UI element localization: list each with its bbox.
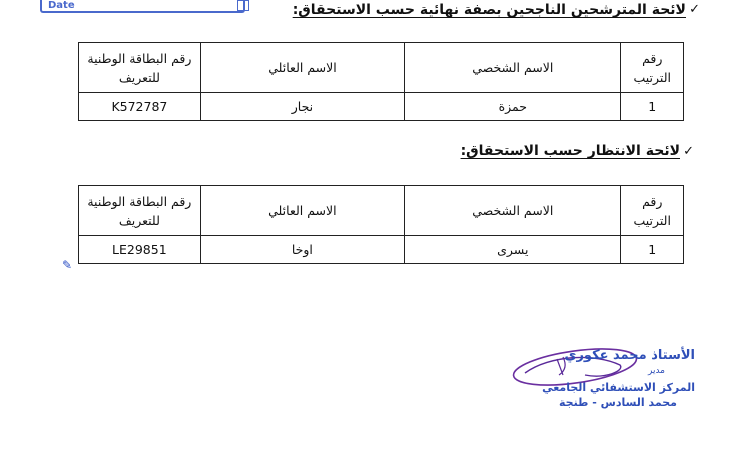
signature-stamp xyxy=(505,345,695,415)
col-id-label-1: رقم البطاقة الوطنية xyxy=(87,50,192,66)
waiting-list-table xyxy=(78,185,684,264)
pen-mark-icon: ✎ xyxy=(62,258,73,272)
date-stamp xyxy=(40,0,245,13)
checkmark-icon: ✓ xyxy=(689,2,700,17)
col-id-label-2: للتعريف xyxy=(118,212,160,228)
date-stamp-text: Date xyxy=(48,0,75,11)
table-header-row xyxy=(79,186,684,236)
col-first-name-header: الاسم الشخصي xyxy=(405,43,621,93)
col-id-label-2: للتعريف xyxy=(118,69,160,85)
col-rank-label-2: الترتيب xyxy=(633,212,671,228)
col-id-header xyxy=(79,43,201,93)
cell-rank: 1 xyxy=(621,236,684,264)
col-rank-label-1: رقم xyxy=(642,193,663,209)
institution-name: المركز الاستشفائي الجامعي xyxy=(542,381,695,394)
col-last-name-header: الاسم العائلي xyxy=(200,186,404,236)
table-row xyxy=(79,236,684,264)
cell-last-name: نجار xyxy=(200,93,404,121)
table-header-row xyxy=(79,43,684,93)
col-rank-label-2: الترتيب xyxy=(633,69,671,85)
hospital-name: محمد السادس - طنجة xyxy=(558,396,677,409)
cell-rank: 1 xyxy=(621,93,684,121)
col-rank-header xyxy=(621,186,684,236)
col-last-name-header: الاسم العائلي xyxy=(200,43,404,93)
winners-table xyxy=(78,42,684,121)
date-stamp-box xyxy=(237,0,249,11)
col-id-label-1: رقم البطاقة الوطنية xyxy=(87,193,192,209)
cell-id: K572787 xyxy=(79,93,201,121)
col-id-header xyxy=(79,186,201,236)
col-first-name-header: الاسم الشخصي xyxy=(405,186,621,236)
cell-id: LE29851 xyxy=(79,236,201,264)
section1-title: لائحة المترشحين الناجحين بصفة نهائية حسب الاستحقاق: xyxy=(292,2,686,18)
section2-title: لائحة الانتظار حسب الاستحقاق: xyxy=(460,143,680,159)
cell-first-name: حمزة xyxy=(405,93,621,121)
col-rank-header xyxy=(621,43,684,93)
table-row xyxy=(79,93,684,121)
checkmark-icon: ✓ xyxy=(683,144,694,159)
signatory-name: الأستاذ محمد عكوري xyxy=(564,348,695,363)
cell-last-name: اوخا xyxy=(200,236,404,264)
cell-first-name: يسرى xyxy=(405,236,621,264)
col-rank-label-1: رقم xyxy=(642,50,663,66)
signatory-role: مدير xyxy=(647,366,665,376)
